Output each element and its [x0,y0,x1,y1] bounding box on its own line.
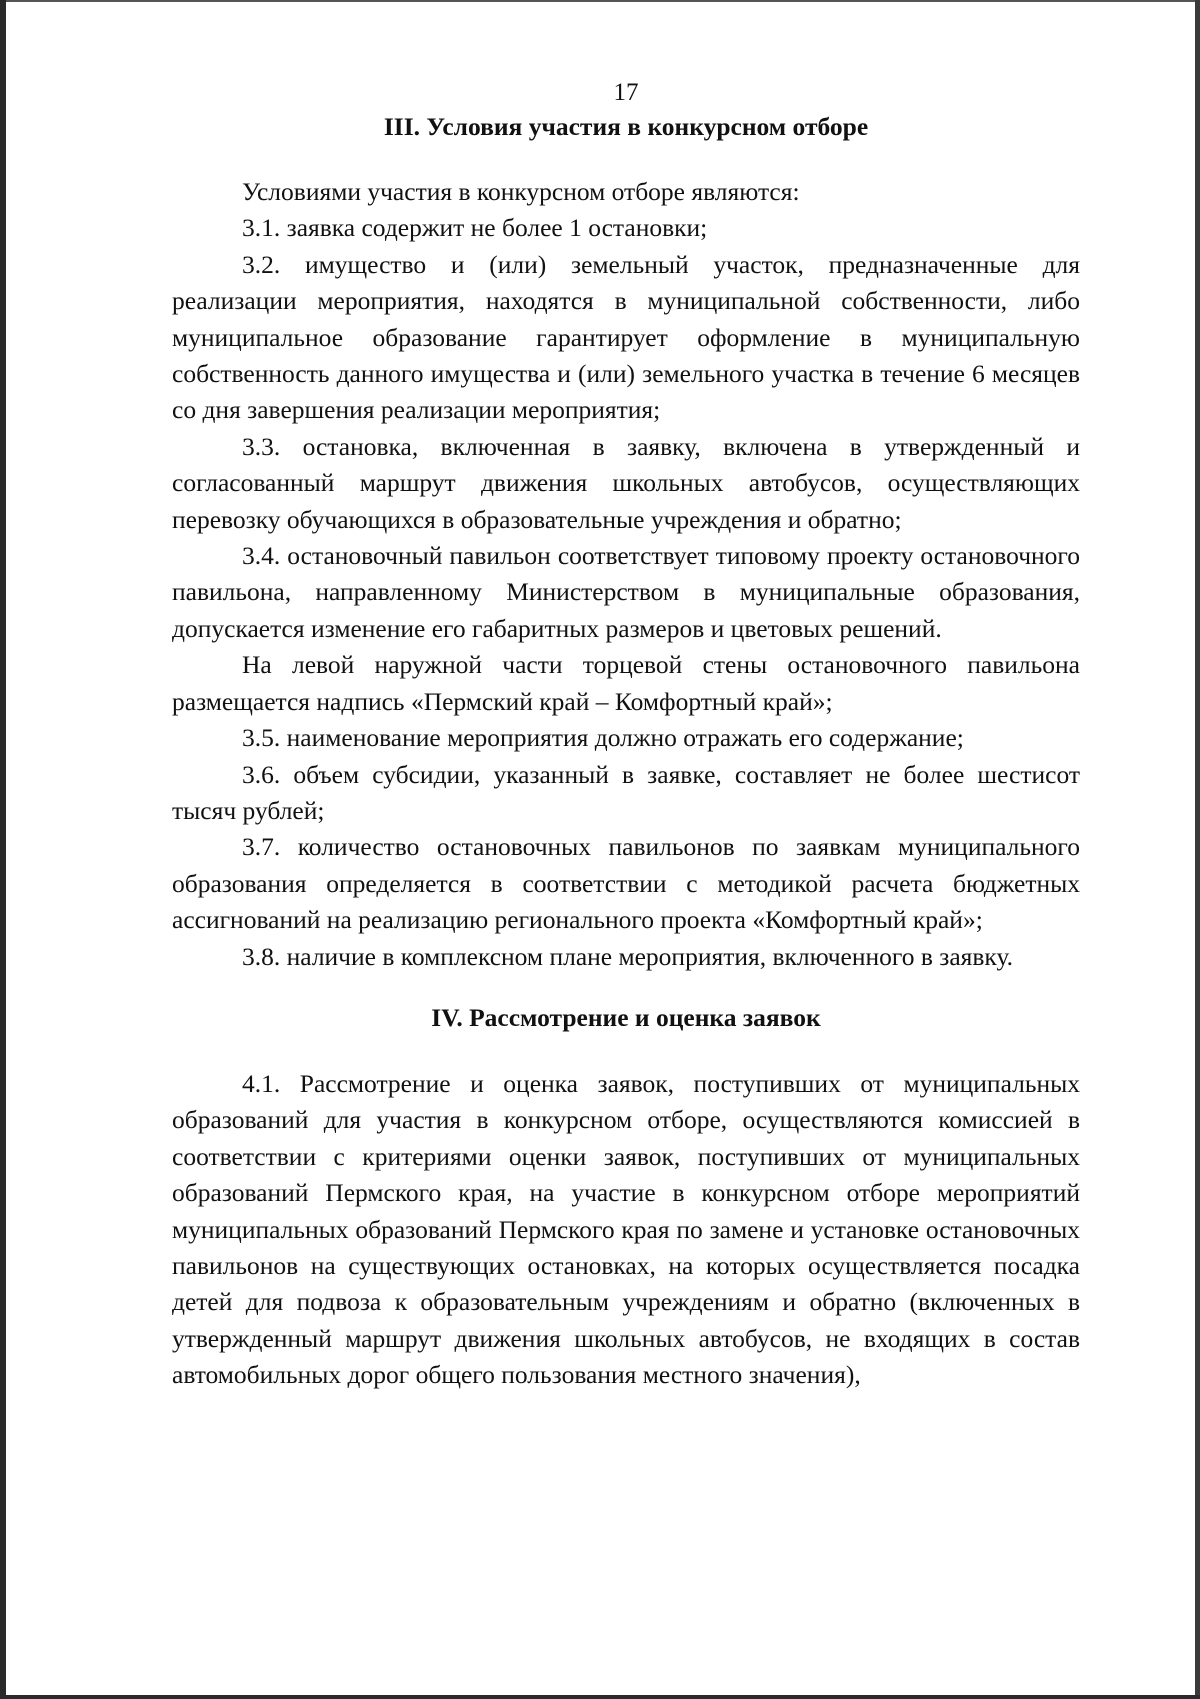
paragraph-3-8: 3.8. наличие в комплексном плане мероприятия, включенного в заявку. [242,941,1014,971]
paragraph-3-4: 3.4. остановочный павильон соответствует типовому проекту остановочного павильона, направленному Министерством в муниципальные образования, допускается изменение его габаритных размеров и цветовых решений. [172,541,1080,643]
scan-border-right [1195,0,1200,1699]
paragraph-3-6: 3.6. объем субсидии, указанный в заявке, составляет не более шестисот тысяч рублей; [172,759,1080,825]
section-3-body [172,174,1080,975]
scan-border-bottom [0,1695,1200,1699]
page-number: 17 [613,79,639,106]
paragraph-3-4-note: На левой наружной части торцевой стены остановочного павильона размещается надпись «Пермский край – Комфортный край»; [172,650,1080,716]
paragraph-3-3: 3.3. остановка, включенная в заявку, включена в утвержденный и согласованный маршрут движения школьных автобусов, осуществляющих перевозку обучающихся в образовательные учреждения и обратно; [172,431,1080,534]
document-page [172,78,1080,1394]
paragraph-3-intro: Условиями участия в конкурсном отборе являются: [242,177,800,206]
section-3-heading: III. Условия участия в конкурсном отборе [383,112,869,141]
scan-border-top [0,0,1200,2]
section-4-heading: IV. Рассмотрение и оценка заявок [431,1002,821,1032]
paragraph-3-2: 3.2. имущество и (или) земельный участок, предназначенные для реализации мероприятия, находятся в муниципальной собственности, либо муниципальное образование гарантирует оформление в муниципальную собственность данного имущества и (или) земельного участка в течение 6 месяцев со дня завершения реализации мероприятия; [172,249,1080,425]
paragraph-3-7: 3.7. количество остановочных павильонов по заявкам муниципального образования определяется в соответствии с методикой расчета бюджетных ассигнований на реализацию регионального проекта «Комфортный край»; [172,832,1080,935]
paragraph-4-1: 4.1. Рассмотрение и оценка заявок, поступивших от муниципальных образований для участия в конкурсном отборе, осуществляются комиссией в соответствии с критериями оценки заявок, поступивших от муниципальных образований Пермского края, на участие в конкурсном отборе мероприятий муниципальных образований Пермского края по замене и установке остановочных павильонов на существующих остановках, на которых осуществляется посадка детей для подвоза к образовательным учреждениям и обратно (включенных в утвержденный маршрут движения школьных автобусов, не входящих в состав автомобильных дорог общего пользования местного значения), [172,1068,1080,1390]
scan-border-left [0,0,6,1699]
paragraph-3-1: 3.1. заявка содержит не более 1 остановки; [242,213,708,243]
paragraph-3-5: 3.5. наименование мероприятия должно отражать его содержание; [242,723,964,753]
section-4-body [172,1066,1080,1394]
